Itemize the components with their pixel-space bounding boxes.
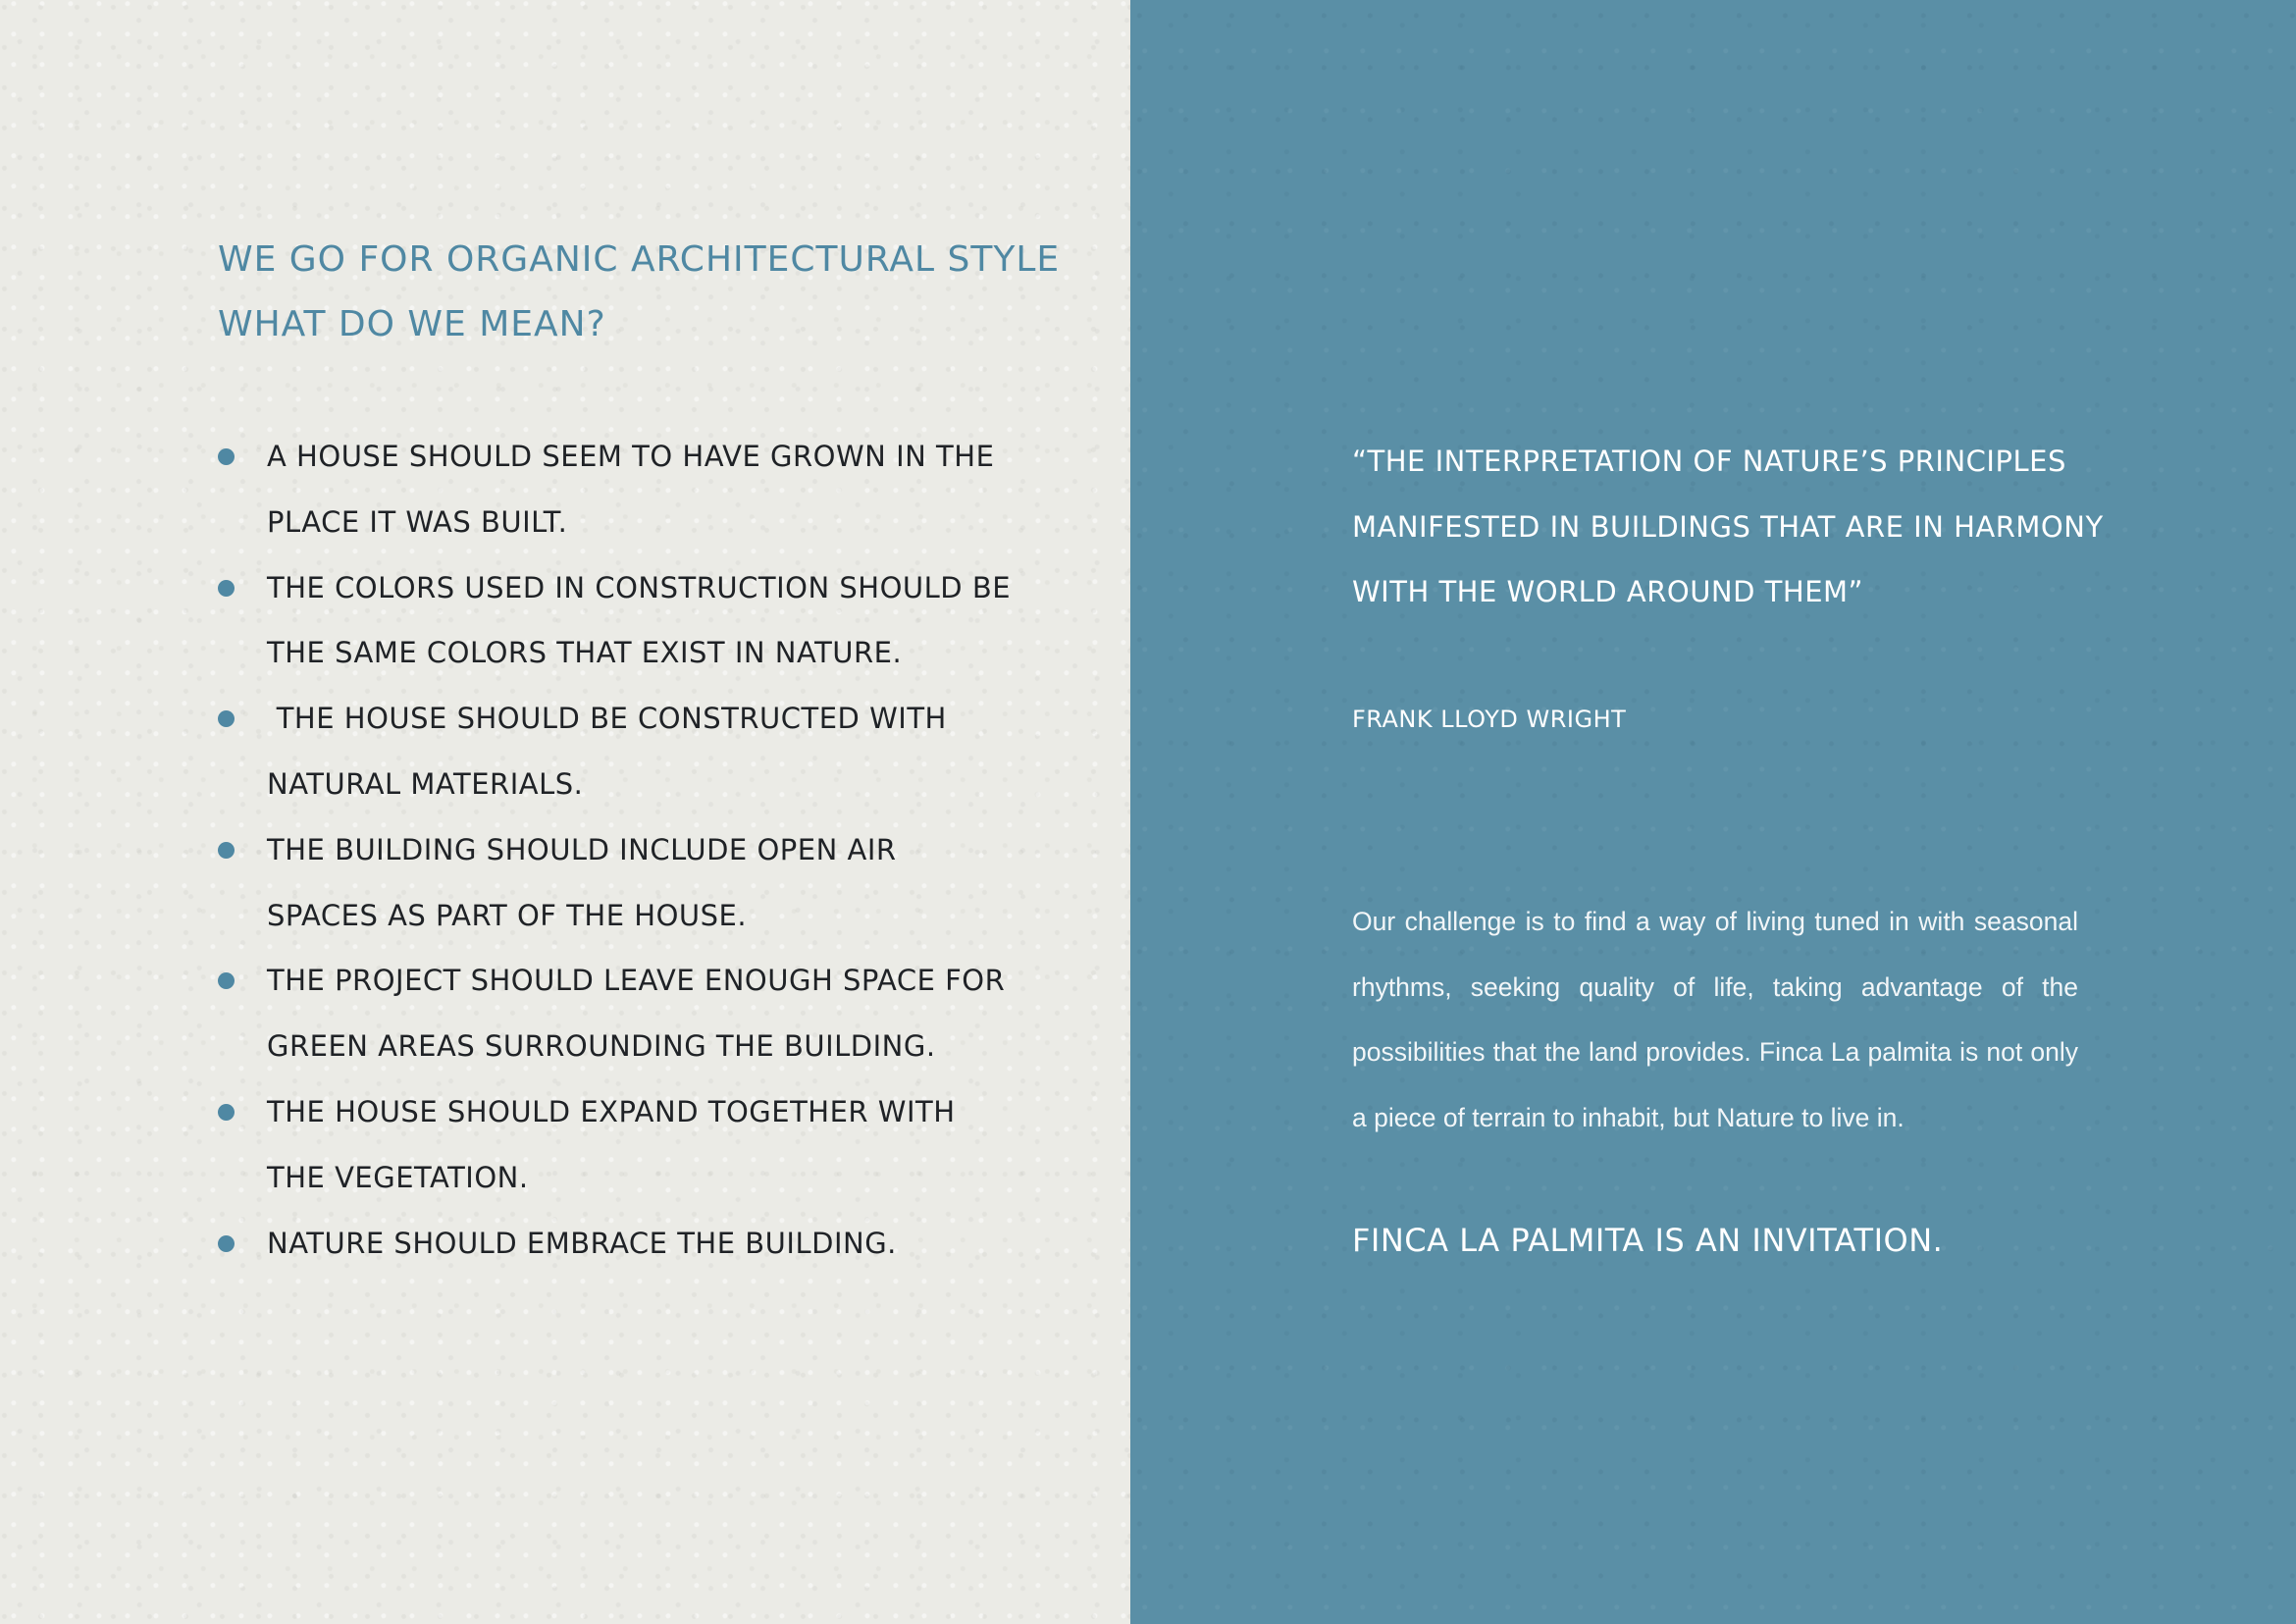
bullet-dot-icon <box>218 972 235 989</box>
bullet-dot-icon <box>218 710 235 727</box>
wright-quote <box>1352 429 2104 625</box>
bullet-dot-icon <box>218 580 235 597</box>
principles-list <box>218 424 1062 1276</box>
list-item-text: THE HOUSE SHOULD EXPAND TOGETHER WITH THE VEGETATION. <box>267 1094 956 1194</box>
list-item-text: THE COLORS USED IN CONSTRUCTION SHOULD BE THE SAME COLORS THAT EXIST IN NATURE. <box>267 570 1012 670</box>
quote-line-1: “THE INTERPRETATION OF NATURE’S PRINCIPLES <box>1352 445 2066 478</box>
list-item-text: NATURE SHOULD EMBRACE THE BUILDING. <box>267 1226 897 1260</box>
list-item <box>218 1079 1013 1211</box>
bullet-dot-icon <box>218 1104 235 1121</box>
bullet-dot-icon <box>218 842 235 859</box>
list-item-text: THE BUILDING SHOULD INCLUDE OPEN AIR SPACES AS PART OF THE HOUSE. <box>267 832 897 932</box>
closing-statement: FINCA LA PALMITA IS AN INVITATION. <box>1352 1222 1944 1259</box>
body-paragraph: Our challenge is to find a way of living tuned in with seasonal rhythms, seeking quality of life, taking advantage of the possibilities that the land provides. Finca La palmita is not only a piece of terrain to inhabit, but Nature to live in. <box>1352 907 2078 1132</box>
list-item <box>218 424 1013 555</box>
right-page <box>1130 0 2296 1624</box>
list-item <box>218 817 1013 949</box>
heading-line-2: WHAT DO WE MEAN? <box>218 304 606 344</box>
heading-line-1: WE GO FOR ORGANIC ARCHITECTURAL STYLE <box>218 239 1061 280</box>
list-item-text: A HOUSE SHOULD SEEM TO HAVE GROWN IN THE PLACE IT WAS BUILT. <box>267 440 995 539</box>
list-item <box>218 686 1013 817</box>
list-item-text: THE PROJECT SHOULD LEAVE ENOUGH SPACE FOR GREEN AREAS SURROUNDING THE BUILDING. <box>267 964 1006 1064</box>
list-item <box>218 948 1013 1079</box>
quote-line-3: WITH THE WORLD AROUND THEM” <box>1352 575 1864 608</box>
bullet-dot-icon <box>218 1235 235 1252</box>
quote-author: FRANK LLOYD WRIGHT <box>1352 706 1627 733</box>
quote-line-2: MANIFESTED IN BUILDINGS THAT ARE IN HARMONY <box>1352 509 2104 544</box>
section-heading <box>218 228 1101 357</box>
list-item-text: THE HOUSE SHOULD BE CONSTRUCTED WITH NATURAL MATERIALS. <box>267 702 957 801</box>
bullet-dot-icon <box>218 448 235 465</box>
list-item <box>218 555 1013 687</box>
list-item <box>218 1211 1013 1277</box>
